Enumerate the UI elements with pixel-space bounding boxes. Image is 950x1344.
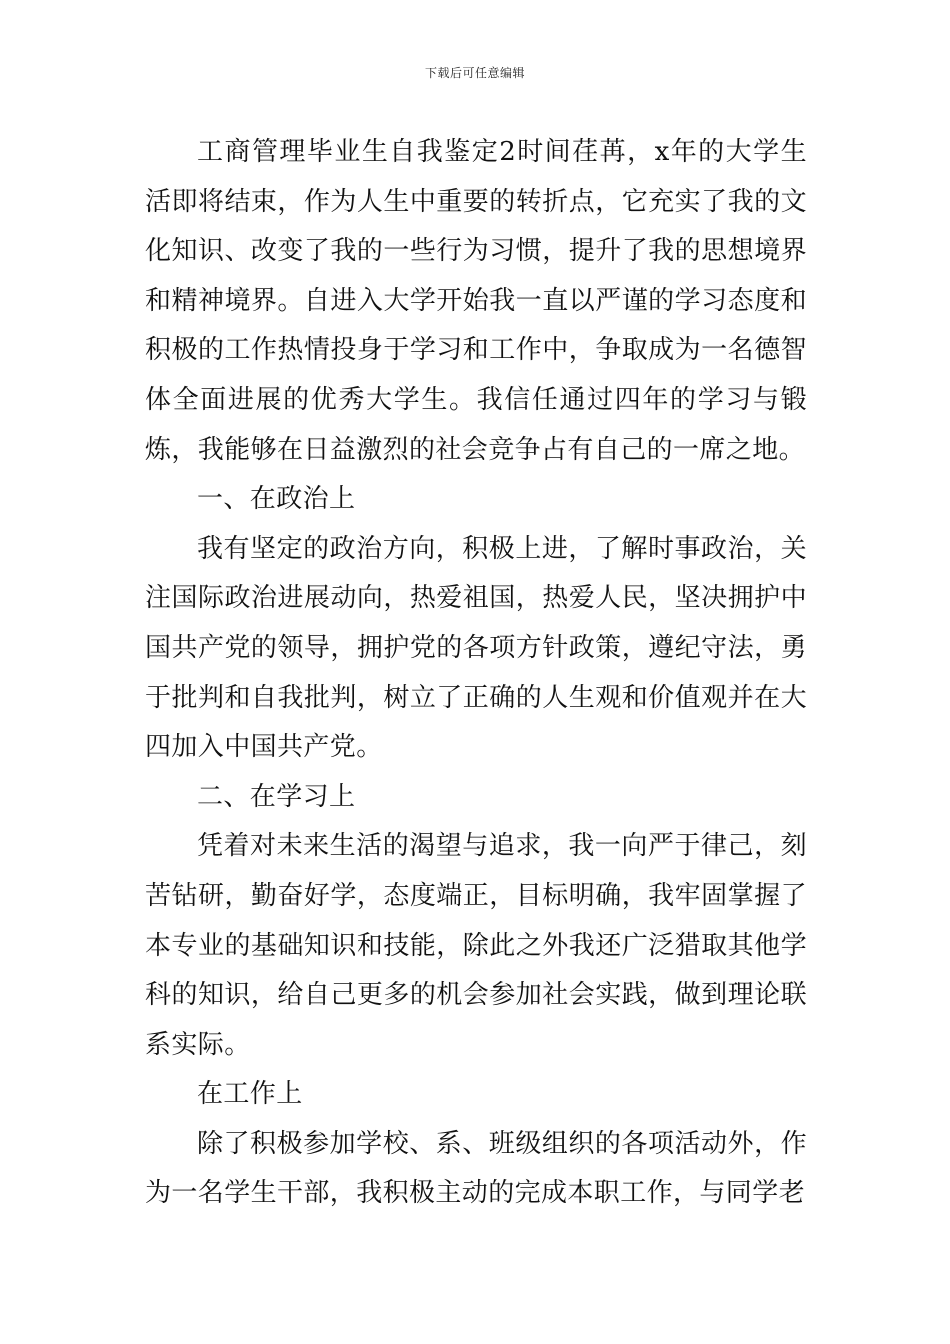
document-body xyxy=(145,128,807,1219)
work-paragraph: 除了积极参加学校、系、班级组织的各项活动外，作为一名学生干部，我积极主动的完成本职工作，与同学老 xyxy=(145,1128,807,1209)
section-heading-work: 在工作上 xyxy=(197,1079,303,1110)
header-note: 下载后可任意编辑 xyxy=(424,66,525,80)
politics-paragraph: 我有坚定的政治方向，积极上进，了解时事政治，关注国际政治进展动向，热爱祖国，热爱人民，坚决拥护中国共产党的领导，拥护党的各项方针政策，遵纪守法，勇于批判和自我批判，树立了正确的人生观和价值观并在大四加入中国共产党。 xyxy=(145,533,807,763)
section-heading-study: 二、在学习上 xyxy=(197,781,356,812)
intro-paragraph: 工商管理毕业生自我鉴定2时间荏苒，x年的大学生活即将结束，作为人生中重要的转折点，它充实了我的文化知识、改变了我的一些行为习惯，提升了我的思想境界和精神境界。自进入大学开始我一直以严谨的学习态度和积极的工作热情投身于学习和工作中，争取成为一名德智体全面进展的优秀大学生。我信任通过四年的学习与锻炼，我能够在日益激烈的社会竞争占有自己的一席之地。 xyxy=(145,137,807,465)
section-heading-politics: 一、在政治上 xyxy=(197,484,356,515)
study-paragraph: 凭着对未来生活的渴望与追求，我一向严于律己，刻苦钻研，勤奋好学，态度端正，目标明确，我牢固掌握了本专业的基础知识和技能，除此之外我还广泛猎取其他学科的知识，给自己更多的机会参加社会实践，做到理论联系实际。 xyxy=(145,831,807,1060)
